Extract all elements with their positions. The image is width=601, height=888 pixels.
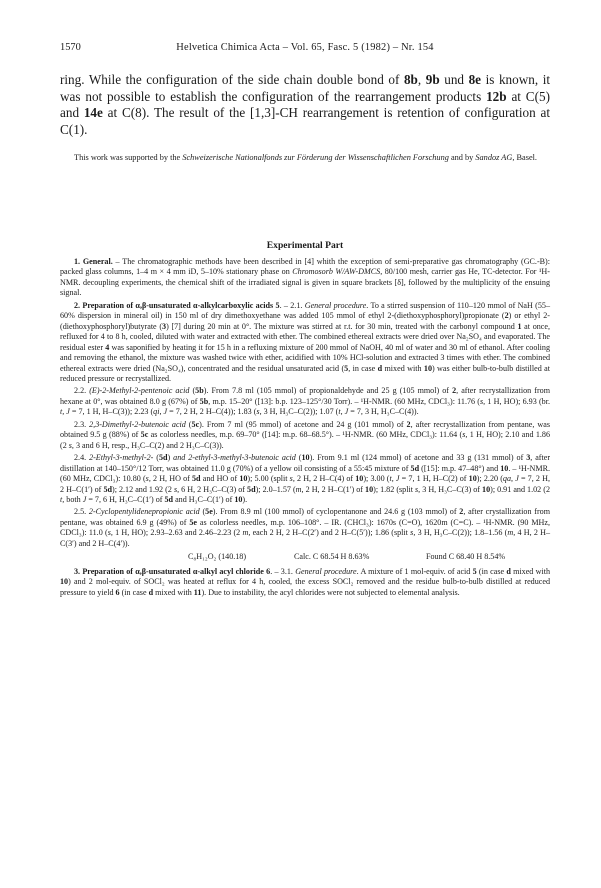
paragraph-2-2: 2.2. (E)-2-Methyl-2-pentenoic acid (5b). From 7.8 ml (105 mmol) of propionaldehyde and 25 g (105 mmol) of 2, after recrystallization from hexane at 0°, was obtained 8.0 g (67%) of 5b, m.p. 15–20° ([13]: b.p. 123–125°/30 Torr). – ¹H-NMR. (60 MHz, CDCl₃): 11.76 (s, 1 H, HO); 6.93 (br. t, J = 7, 1 H, H–C(3)); 2.23 (qi, J = 7, 2 H, 2 H–C(4)); 1.83 (s, 3 H, H₃C–C(2)); 1.07 (t, J = 7, 3 H, H₃C–C(4)). — [60, 386, 551, 417]
found-values: Found C 68.40 H 8.54% — [426, 552, 506, 562]
intro-paragraph: ring. While the configuration of the side chain double bond of 8b, 9b und 8e is known, it was not possible to establish the configuration of the rearrangement products 12b at C(5) and 14e at C(8). The result of the [1,3]-CH rearrangement is retention of configuration at C(1). — [60, 72, 551, 137]
running-title: Helvetica Chimica Acta – Vol. 65, Fasc. 5 (1982) – Nr. 154 — [176, 42, 434, 53]
paragraph-2-4: 2.4. 2-Ethyl-3-methyl-2- (5d) and 2-ethyl-3-methyl-3-butenoic acid (10). From 9.1 ml (124 mmol) of acetone and 33 g (131 mmol) of 3, after distillation at 140–150°/12 Torr, was obtained 11.0 g (70%) of a yellow oil consisting of a 55:45 mixture of 5d ([15]: m.p. 47–48°) and 10. – ¹H-NMR. (60 MHz, CDCl₃): 10.80 (s, 2 H, HO of 5d and HO of 10); 5.00 (split s, 2 H, 2 H–C(4) of 10); 3.00 (t, J = 7, 1 H, H–C(2) of 10); 2.20 (qa, J = 7, 2 H, 2 H–C(1′) of 5d); 2.12 and 1.92 (2 s, 6 H, 2 H₃C–C(3) of 5d); 2.0–1.57 (m, 2 H, 2 H–C(1′) of 10); 1.82 (split s, 3 H, H₃C–C(3) of 10); 0.91 and 1.02 (2 t, both J = 7, 6 H, H₃C–C(1′) of 5d and H₃C–C(1′) of 10). — [60, 453, 551, 504]
experimental-body — [60, 257, 550, 600]
elemental-analysis — [60, 552, 550, 562]
section-acyl-chlorides: 3. Preparation of α,β-unsaturated α-alkyl acyl chloride 6. – 3.1. General procedure. A mixture of 1 mol-equiv. of acid 5 (in case d mixed with 10) and 2 mol-equiv. of SOCl₂ was heated at reflux for 4 h, cooled, the excess SOCl₂ removed and the residue bulb-to-bulb distilled at reduced pressure to yield 6 (in case d mixed with 11). Due to instability, the acyl chlorides were not subjected to elemental analysis. — [60, 566, 550, 597]
calculated-values: Calc. C 68.54 H 8.63% — [294, 552, 370, 562]
paragraph-2-5: 2.5. 2-Cyclopentylidenepropionic acid (5e). From 8.9 ml (100 mmol) of cyclopentanone and 24.6 g (103 mmol) of 2, after crystallization from pentane, was obtained 6.9 g (49%) of 5e as colorless needles, m.p. 106–108°. – IR. (CHCl₃): 1670s (C=O), 1620m (C=C). – ¹H-NMR. (90 MHz, CDCl₃): 11.0 (s, 1 H, HO); 2.93–2.63 and 2.46–2.23 (2 m, each 2 H, 2 H–C(2′) and 2 H–C(5′)); 1.86 (split s, 3 H, H₃C–C(2)); 1.8–1.56 (m, 4 H, 2 H–C(3′) and 2 H–C(4′)). — [60, 507, 551, 548]
experimental-part-heading: Experimental Part — [266, 240, 344, 251]
acknowledgment: This work was supported by the Schweizerische Nationalfonds zur Förderung der Wissenschaftlichen Forschung and by Sandoz AG, Basel. — [74, 153, 537, 162]
molecular-formula: C₈H₁₂O₂ (140.18) — [188, 552, 247, 562]
section-acids: 2. Preparation of α,β-unsaturated α-alkylcarboxylic acids 5. – 2.1. General procedure. To a stirred suspension of 110–120 mmol of NaH (55–60% dispersion in mineral oil) in 150 ml of dry dimethoxyethane was added 105 mmol of ethyl 2-(diethoxyphosphoryl)propionate (2) or ethyl 2-(diethoxyphosphoryl)butyrate (3) [7] during 20 min at 0°. The mixture was stirred at r.t. for 30 min, treated with the carbonyl compound 1 at once, refluxed for 4 to 8 h, cooled, diluted with water and extracted with ether. The combined ethereal extracts were dried over Na₂SO₄ and evaporated. The residual ester 4 was saponified by heating it for 15 h in a refluxing mixture of 200 mmol of NaOH, 40 ml of water and 30 ml of ethanol. After cooling and removing the ethanol, the mixture was washed twice with ether, acidified with 10% HCl-solution and extracted 3 times with ether. The combined ethereal extracts were dried (Na₂SO₄), concentrated and the residual unsaturated acid (5, in case d mixed with 10) was either bulb-to-bulb distilled at reduced pressure or recrystallized. — [60, 300, 551, 383]
page-header — [60, 42, 550, 56]
page-number: 1570 — [60, 42, 81, 53]
paragraph-2-3: 2.3. 2,3-Dimethyl-2-butenoic acid (5c). From 7 ml (95 mmol) of acetone and 24 g (101 mmol) of 2, after recrystallization from pentane, was obtained 9.5 g (88%) of 5c as colorless needles, m.p. 69–70° ([14]: m.p. 68–68.5°). – ¹H-NMR. (60 MHz, CDCl₃): 11.64 (s, 1 H, HO); 2.10 and 1.86 (2 s, 3 and 6 H, resp., H₃C–C(2) and 2 H₃C–C(3)). — [60, 419, 550, 450]
section-general: 1. General. – The chromatographic methods have been described in [4] whith the exception of semi-preparative gas chromatography (GC.-B): packed glass columns, 1–4 m × 4 mm iD, 5–10% stationary phase on Chromosorb W/AW-DMCS, 80/100 mesh, carrier gas He, TC-detector. For ¹H-NMR. decoupling experiments, the chemical shift of the irradiated signal is given in square brackets [δ], followed by the multiplicity of the ensuing signal. — [60, 257, 550, 298]
